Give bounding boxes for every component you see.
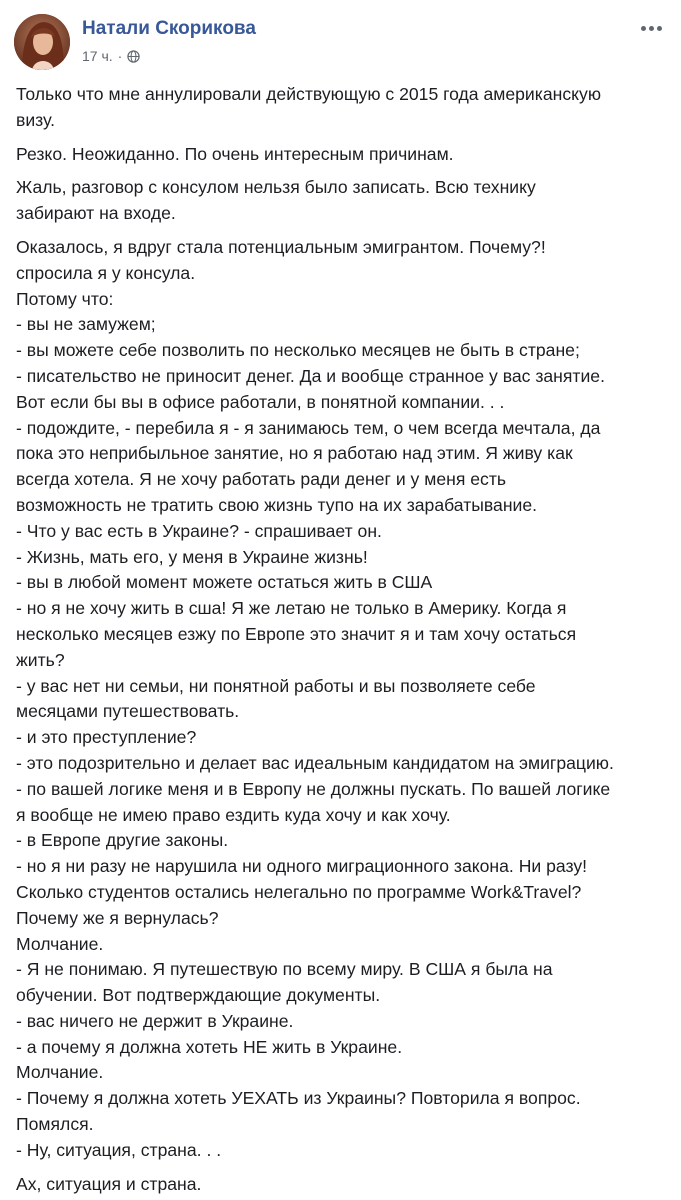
post-text-line: я вообще не имею право ездить куда хочу и как хочу. <box>16 804 451 825</box>
meta-separator: · <box>117 48 123 64</box>
author-avatar[interactable] <box>14 14 70 70</box>
post-text-line: пока это неприбыльное занятие, но я работаю над этим. Я живу как <box>16 443 573 464</box>
globe-icon[interactable] <box>127 50 140 63</box>
author-name[interactable]: Натали Скорикова <box>82 18 256 39</box>
post-text-line: Ах, ситуация и страна. <box>16 1173 202 1194</box>
post-text-line: Только что мне аннулировали действующую с 2015 года американскую <box>16 84 602 104</box>
post-text-line: - по вашей логике меня и в Европу не должны пускать. По вашей логике <box>16 778 611 799</box>
post-text-line: - вы не замужем; <box>16 314 156 335</box>
post-text-line: Почему же я вернулась? <box>16 907 219 928</box>
post-text-line: месяцами путешествовать. <box>16 701 240 722</box>
post-text-line: - Я не понимаю. Я путешествую по всему миру. В США я была на <box>16 959 553 980</box>
post-paragraph <box>16 82 671 134</box>
post-text-line: жить? <box>16 649 65 670</box>
post-text-line: - Что у вас есть в Украине? - спрашивает он. <box>16 520 382 541</box>
post-text-line: - вы в любой момент можете остаться жить в США <box>16 572 433 593</box>
post-text-line: Помялся. <box>16 1114 94 1135</box>
post-text-line: Молчание. <box>16 933 104 954</box>
post-text-line: спросила я у консула. <box>16 262 196 283</box>
post-text-line: возможность не тратить свою жизнь тупо на их зарабатывание. <box>16 494 538 515</box>
post-paragraph <box>16 175 671 227</box>
post-paragraph <box>16 235 671 1164</box>
avatar-photo <box>14 14 70 70</box>
post-text <box>16 82 671 1200</box>
post-text-line: - вас ничего не держит в Украине. <box>16 1010 294 1031</box>
post-text-line: Сколько студентов остались нелегально по программе Work&Travel? <box>16 881 582 902</box>
post-text-line: - но я не хочу жить в сша! Я же летаю не только в Америку. Когда я <box>16 598 567 619</box>
post-text-line: - в Европе другие законы. <box>16 830 229 851</box>
post-text-line: - вы можете себе позволить по несколько месяцев не быть в стране; <box>16 340 580 361</box>
post-text-line: - у вас нет ни семьи, ни понятной работы и вы позволяете себе <box>16 675 536 696</box>
post-paragraph <box>16 1172 671 1198</box>
post-text-line: обучении. Вот подтверждающие документы. <box>16 985 381 1006</box>
post-text-line: - но я ни разу не нарушила ни одного миграционного закона. Ни разу! <box>16 856 588 877</box>
post-text-line: - и это преступление? <box>16 727 197 748</box>
post-text-line: Оказалось, я вдруг стала потенциальным эмигрантом. Почему?! <box>16 236 546 257</box>
post-text-line: - Почему я должна хотеть УЕХАТЬ из Украины? Повторила я вопрос. <box>16 1088 581 1109</box>
post-text-line: - подождите, - перебила я - я занимаюсь тем, о чем всегда мечтала, да <box>16 417 601 438</box>
post-text-line: всегда хотела. Я не хочу работать ради денег и у меня есть <box>16 469 507 490</box>
post-text-line: Резко. Неожиданно. По очень интересным причинам. <box>16 143 454 164</box>
post-text-line: - Жизнь, мать его, у меня в Украине жизнь! <box>16 546 368 567</box>
post-text-line: Вот если бы вы в офисе работали, в понятной компании. . . <box>16 391 505 412</box>
post-text-line: забирают на входе. <box>16 203 176 224</box>
post-timestamp[interactable]: 17 ч. <box>82 48 113 64</box>
post-text-line: Потому что: <box>16 288 114 309</box>
post-text-line: Молчание. <box>16 1062 104 1083</box>
post-text-line: - Ну, ситуация, страна. . . <box>16 1139 222 1160</box>
post-text-line: несколько месяцев езжу по Европе это значит я и там хочу остаться <box>16 623 577 644</box>
post-header <box>14 14 667 74</box>
post-meta <box>82 48 140 64</box>
post-text-line: - а почему я должна хотеть НЕ жить в Украине. <box>16 1036 403 1057</box>
post-text-line: - это подозрительно и делает вас идеальным кандидатом на эмиграцию. <box>16 752 614 773</box>
post-text-line: визу. <box>16 109 55 130</box>
post-text-line: Жаль, разговор с консулом нельзя было записать. Всю технику <box>16 177 536 198</box>
post-paragraph <box>16 142 671 168</box>
more-options-icon[interactable] <box>635 16 667 40</box>
post-text-line: - писательство не приносит денег. Да и вообще странное у вас занятие. <box>16 365 605 386</box>
